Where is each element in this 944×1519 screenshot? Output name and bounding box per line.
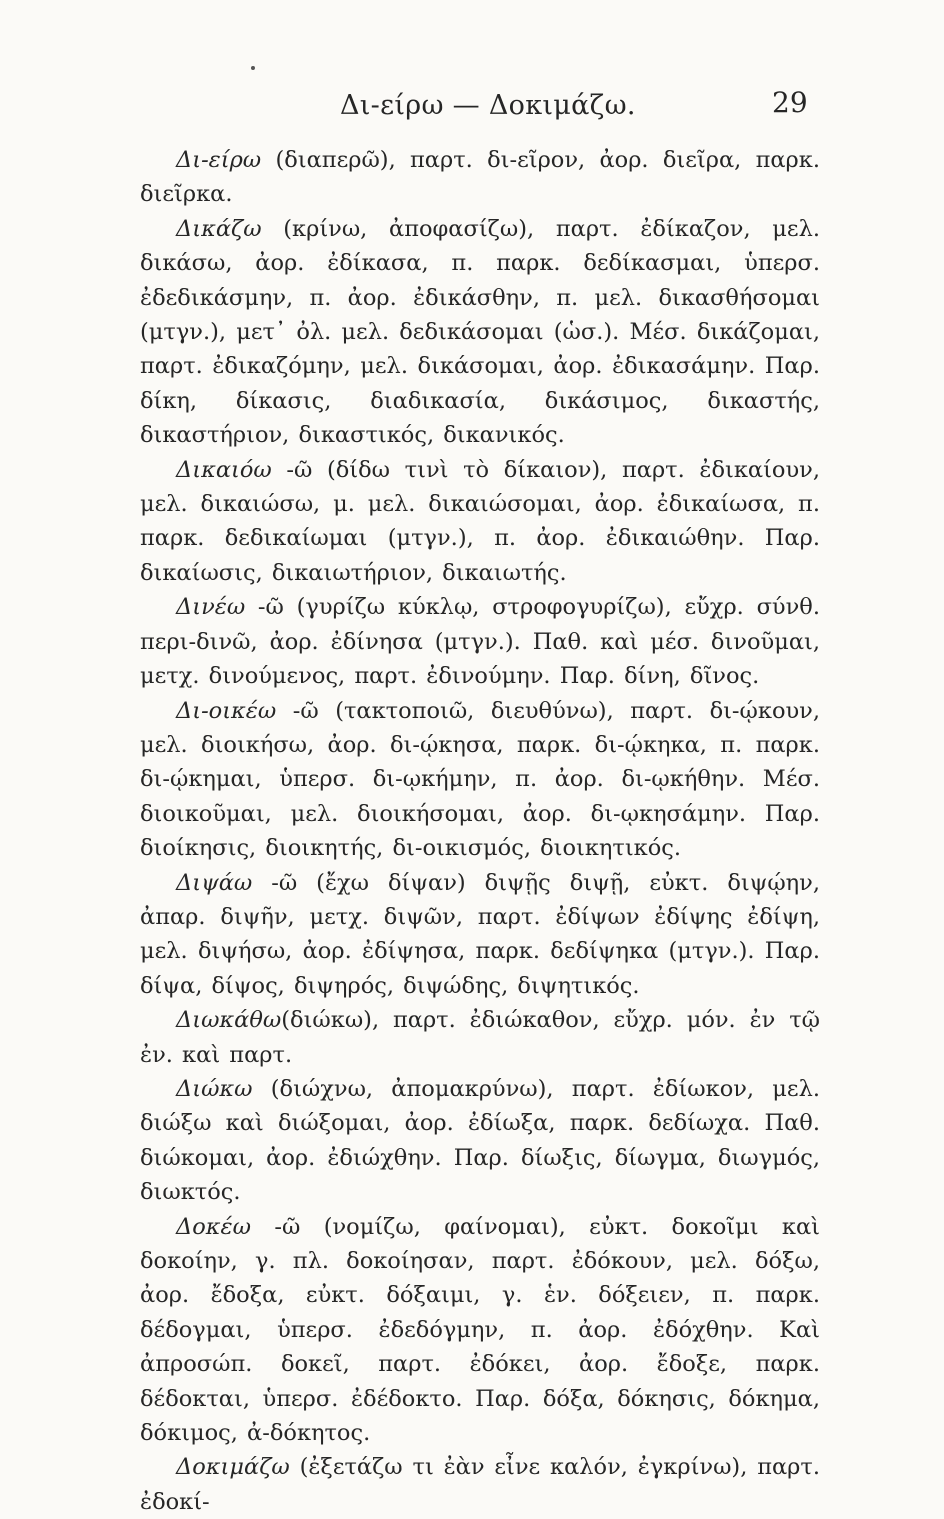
entry-text: (διώκω), παρτ. ἐδιώκαθον, εὔχρ. μόν. ἐν τῷ ἐν. καὶ παρτ.: [140, 1007, 820, 1068]
entry-lemma: Δικάζω: [176, 215, 262, 242]
entry-dikaioo: [140, 453, 820, 591]
entry-lemma: Δι-οικέω: [176, 697, 277, 724]
entry-text: (κρίνω, ἀποφασίζω), παρτ. ἐδίκαζον, μελ. δικάσω, ἀορ. ἐδίκασα, π. παρκ. δεδίκασμαι, ὑπερσ. ἐδεδικάσμην, π. ἀορ. ἐδικάσθην, π. μελ. δικασθήσομαι (μτγν.), μετ᾽ ὀλ. μελ. δεδικάσομαι (ὡσ.). Μέσ. δικάζομαι, παρτ. ἐδικαζόμην, μελ. δικάσομαι, ἀορ. ἐδικασάμην. Παρ. δίκη, δίκασις, διαδικασία, δικάσιμος, δικαστής, δικαστήριον, δικαστικός, δικανικός.: [140, 215, 820, 449]
entry-di-eiro: [140, 143, 820, 212]
entry-dokimazo: [140, 1450, 820, 1519]
entry-lemma: Δικαιόω: [176, 456, 272, 483]
entry-text: -ῶ (δίδω τινὶ τὸ δίκαιον), παρτ. ἐδικαίουν, μελ. δικαιώσω, μ. μελ. δικαιώσομαι, ἀορ. ἐδικαίωσα, π. παρκ. δεδικαίωμαι (μτγν.), π. ἀορ. ἐδικαιώθην. Παρ. δικαίωσις, δικαιωτήριον, δικαιωτής.: [140, 456, 820, 586]
running-head: [0, 86, 944, 130]
entry-lemma: Δοκέω: [176, 1213, 251, 1240]
entry-text: (ἐξετάζω τι ἐὰν εἶνε καλόν, ἐγκρίνω), παρτ. ἐδοκί-: [140, 1454, 820, 1515]
entry-lemma: Διωκάθω: [176, 1007, 282, 1034]
entry-lemma: Δι-είρω: [176, 147, 262, 173]
entry-dokeo: [140, 1210, 820, 1451]
entry-text: -ῶ (νομίζω, φαίνομαι), εὐκτ. δοκοῖμι καὶ δοκοίην, γ. πλ. δοκοίησαν, παρτ. ἐδόκουν, μελ. δόξω, ἀορ. ἔδοξα, εὐκτ. δόξαιμι, γ. ἑν. δόξειεν, π. παρκ. δέδογμαι, ὑπερσ. ἐδεδόγμην, π. ἀορ. ἐδόχθην. Καὶ ἀπροσώπ. δοκεῖ, παρτ. ἐδόκει, ἀορ. ἔδοξε, παρκ. δέδοκται, ὑπερσ. ἐδέδοκτο. Παρ. δόξα, δόκησις, δόκημα, δόκιμος, ἀ-δόκητος.: [140, 1213, 820, 1447]
entry-lemma: Δοκιμάζω: [176, 1454, 290, 1481]
entry-text: -ῶ (τακτοποιῶ, διευθύνω), παρτ. δι-ῴκουν, μελ. διοικήσω, ἀορ. δι-ῴκησα, παρκ. δι-ῴκηκα, π. παρκ. δι-ῴκημαι, ὑπερσ. δι-ῳκήμην, π. ἀορ. δι-ῳκήθην. Μέσ. διοικοῦμαι, μελ. διοικήσομαι, ἀορ. δι-ῳκησάμην. Παρ. διοίκησις, διοικητής, δι-οικισμός, διοικητικός.: [140, 697, 820, 862]
entry-text: -ῶ (ἔχω δίψαν) διψῇς διψῇ, εὐκτ. διψῴην, ἀπαρ. διψῆν, μετχ. διψῶν, παρτ. ἐδίψων ἐδίψης ἐδίψη, μελ. διψήσω, ἀορ. ἐδίψησα, παρκ. δεδίψηκα (μτγν.). Παρ. δίψα, δίψος, διψηρός, διψώδης, διψητικός.: [140, 869, 820, 999]
entry-di-oikeo: [140, 694, 820, 866]
entry-lemma: Δινέω: [176, 594, 246, 621]
ink-speck: [251, 66, 255, 70]
entry-dipsao: [140, 866, 820, 1004]
entry-lemma: Διώκω: [176, 1075, 253, 1102]
entry-text: (διαπερῶ), παρτ. δι-εῖρον, ἀορ. διεῖρα, παρκ. διεῖρκα.: [140, 147, 820, 208]
page-number: 29: [772, 86, 808, 119]
page-title: Δι-είρω — Δοκιμάζω.: [340, 90, 636, 121]
entry-dioko: [140, 1072, 820, 1210]
entry-text: -ῶ (γυρίζω κύκλῳ, στροφογυρίζω), εὔχρ. σύνθ. περι-δινῶ, ἀορ. ἐδίνησα (μτγν.). Παθ. καὶ μέσ. δινοῦμαι, μετχ. δινούμενος, παρτ. ἐδινούμην. Παρ. δίνη, δῖνος.: [140, 594, 820, 690]
dictionary-entries: [140, 143, 820, 1519]
entry-text: (διώχνω, ἀπομακρύνω), παρτ. ἐδίωκον, μελ. διώξω καὶ διώξομαι, ἀορ. ἐδίωξα, παρκ. δεδίωχα. Παθ. διώκομαι, ἀορ. ἐδιώχθην. Παρ. δίωξις, δίωγμα, διωγμός, διωκτός.: [140, 1075, 820, 1206]
entry-dineo: [140, 590, 820, 693]
entry-dikazo: [140, 212, 820, 453]
entry-lemma: Διψάω: [176, 869, 253, 896]
entry-diokatho: [140, 1003, 820, 1072]
